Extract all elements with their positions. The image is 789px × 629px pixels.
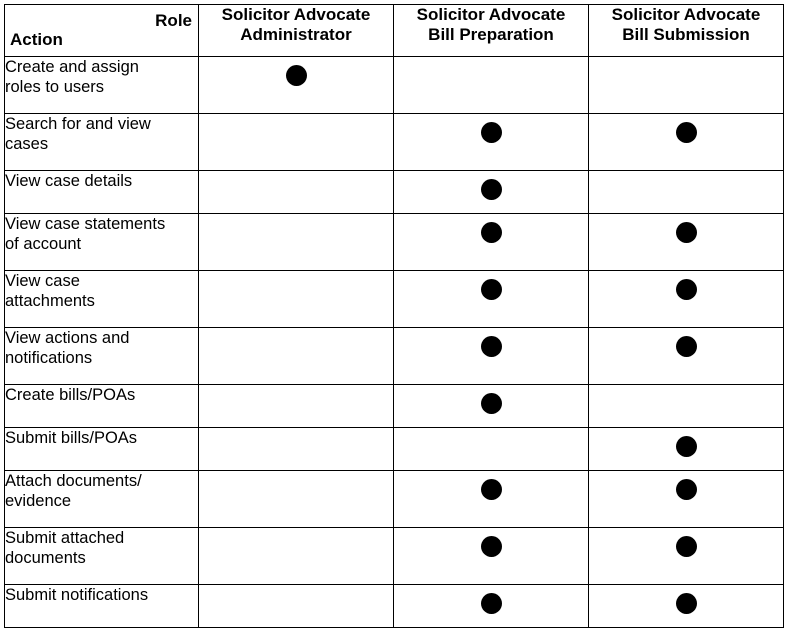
permission-cell <box>589 385 784 428</box>
permission-cell <box>199 114 394 171</box>
action-label-line1: View case details <box>5 172 133 190</box>
action-label-line1: View case <box>5 272 80 290</box>
permission-cell <box>394 114 589 171</box>
permissions-body <box>5 57 784 628</box>
role-header-bill-preparation <box>394 5 589 57</box>
permission-dot-icon <box>676 593 697 614</box>
table-row <box>5 57 784 114</box>
header-row <box>5 5 784 57</box>
role-header-line2: Administrator <box>240 25 352 44</box>
permission-cell <box>394 214 589 271</box>
action-label-line2: roles to users <box>5 78 105 96</box>
action-label-line1: Attach documents/ <box>5 472 142 490</box>
permission-cell <box>589 328 784 385</box>
action-cell <box>5 271 199 328</box>
permission-dot-icon <box>676 279 697 300</box>
permission-cell <box>199 271 394 328</box>
permission-cell <box>199 528 394 585</box>
action-cell <box>5 57 199 114</box>
role-header-line2: Bill Submission <box>622 25 750 44</box>
action-cell <box>5 328 199 385</box>
action-label-line1: Submit attached <box>5 529 125 547</box>
action-label-line2: documents <box>5 549 86 567</box>
permission-cell <box>589 428 784 471</box>
permission-dot-icon <box>481 179 502 200</box>
permission-cell <box>589 585 784 628</box>
permission-dot-icon <box>481 393 502 414</box>
permission-cell <box>394 428 589 471</box>
permission-cell <box>589 214 784 271</box>
permission-cell <box>394 271 589 328</box>
permission-cell <box>199 57 394 114</box>
role-header-administrator <box>199 5 394 57</box>
action-label-line1: Create and assign <box>5 58 139 76</box>
permission-cell <box>589 114 784 171</box>
corner-header-cell <box>5 5 199 57</box>
permission-cell <box>199 428 394 471</box>
table-row <box>5 271 784 328</box>
permission-cell <box>394 471 589 528</box>
role-header-line1: Solicitor Advocate <box>221 5 371 24</box>
permission-dot-icon <box>676 122 697 143</box>
permission-dot-icon <box>676 222 697 243</box>
role-axis-label: Role <box>155 11 192 30</box>
table-row <box>5 528 784 585</box>
action-label-line1: Create bills/POAs <box>5 386 136 404</box>
permission-cell <box>394 528 589 585</box>
action-label-line1: Search for and view <box>5 115 151 133</box>
permission-cell <box>589 271 784 328</box>
table-row <box>5 114 784 171</box>
permission-cell <box>199 471 394 528</box>
permission-cell <box>394 585 589 628</box>
permission-cell <box>199 171 394 214</box>
action-cell <box>5 214 199 271</box>
action-label-line2: of account <box>5 235 82 253</box>
role-header-line1: Solicitor Advocate <box>416 5 566 24</box>
permission-cell <box>394 171 589 214</box>
permission-cell <box>589 57 784 114</box>
role-header-line2: Bill Preparation <box>428 25 554 44</box>
permission-dot-icon <box>676 336 697 357</box>
action-cell <box>5 471 199 528</box>
permission-dot-icon <box>481 222 502 243</box>
permission-dot-icon <box>481 536 502 557</box>
permission-dot-icon <box>676 436 697 457</box>
action-axis-label: Action <box>10 30 63 49</box>
action-cell <box>5 171 199 214</box>
action-cell <box>5 114 199 171</box>
permission-cell <box>199 385 394 428</box>
permission-dot-icon <box>481 279 502 300</box>
permission-dot-icon <box>481 593 502 614</box>
role-header-line1: Solicitor Advocate <box>611 5 761 24</box>
permission-cell <box>394 385 589 428</box>
action-label-line2: attachments <box>5 292 95 310</box>
action-label-line2: evidence <box>5 492 72 510</box>
permission-dot-icon <box>481 122 502 143</box>
permission-cell <box>199 328 394 385</box>
table-row <box>5 471 784 528</box>
roles-permissions-table <box>4 4 784 628</box>
permission-dot-icon <box>481 479 502 500</box>
permission-dot-icon <box>481 336 502 357</box>
action-label-line2: cases <box>5 135 49 153</box>
permission-cell <box>199 214 394 271</box>
permission-cell <box>394 57 589 114</box>
permission-dot-icon <box>676 536 697 557</box>
table-row <box>5 428 784 471</box>
permission-dot-icon <box>286 65 307 86</box>
permission-cell <box>589 171 784 214</box>
permission-cell <box>394 328 589 385</box>
table-row <box>5 214 784 271</box>
table-row <box>5 385 784 428</box>
permission-cell <box>589 528 784 585</box>
role-header-bill-submission <box>589 5 784 57</box>
table-row <box>5 585 784 628</box>
permission-cell <box>199 585 394 628</box>
action-cell <box>5 385 199 428</box>
action-label-line1: Submit notifications <box>5 586 149 604</box>
action-label-line1: View actions and <box>5 329 130 347</box>
table-row <box>5 328 784 385</box>
table-row <box>5 171 784 214</box>
action-label-line1: View case statements <box>5 215 166 233</box>
action-cell <box>5 585 199 628</box>
action-cell <box>5 528 199 585</box>
permission-dot-icon <box>676 479 697 500</box>
action-cell <box>5 428 199 471</box>
action-label-line1: Submit bills/POAs <box>5 429 138 447</box>
permission-cell <box>589 471 784 528</box>
action-label-line2: notifications <box>5 349 93 367</box>
